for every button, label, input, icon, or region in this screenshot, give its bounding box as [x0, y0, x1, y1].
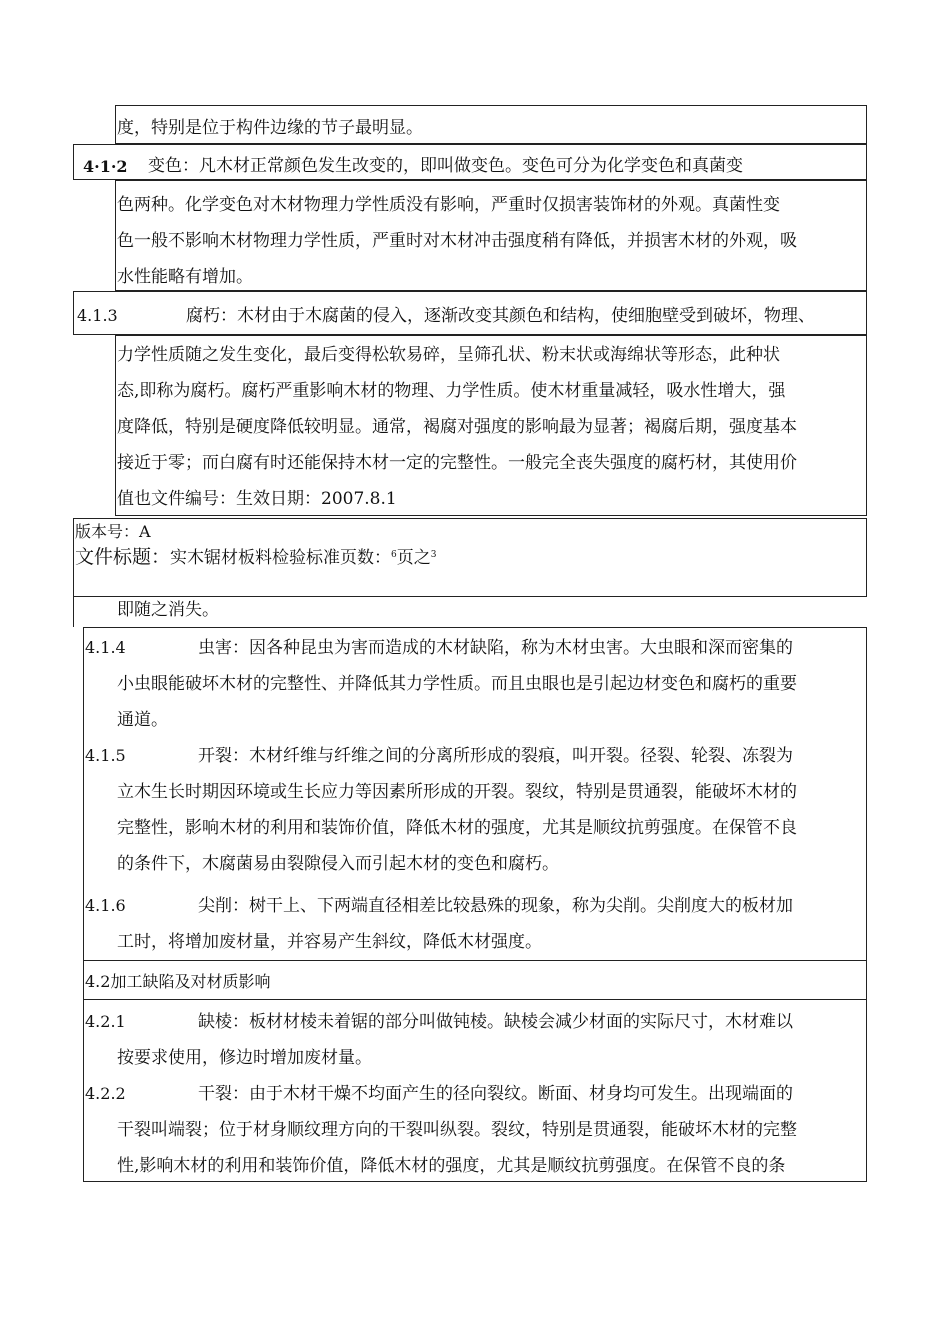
- s412-line-1: 色两种。化学变色对木材物理力学性质没有影响，严重时仅损害装饰材的外观。真菌性变: [117, 195, 780, 215]
- s414-title-line: 虫害：因各种昆虫为害而造成的木材缺陷，称为木材虫害。大虫眼和深而密集的: [198, 638, 793, 658]
- s413-line-5: 值也文件编号：生效日期：2007.8.1: [117, 489, 397, 509]
- s421-number: 4.2.1: [85, 1012, 126, 1031]
- document-title: [75, 545, 436, 568]
- s422-title-line: 干裂：由于木材干燥不均面产生的径向裂纹。断面、材身均可发生。出现端面的: [198, 1084, 793, 1104]
- s415-number: 4.1.5: [85, 746, 126, 765]
- s416-number: 4.1.6: [85, 896, 126, 915]
- page-current: 6: [391, 550, 397, 560]
- s415-line-2: 完整性，影响木材的利用和装饰价值，降低木材的强度，尤其是顺纹抗剪强度。在保管不良: [117, 818, 797, 838]
- s414-line-1: 小虫眼能破坏木材的完整性、并降低其力学性质。而且虫眼也是引起边材变色和腐朽的重要: [117, 674, 797, 694]
- s412-line-2: 色一般不影响木材物理力学性质，严重时对木材冲击强度稍有降低，并损害木材的外观，吸: [117, 231, 797, 251]
- s413-line-1: 力学性质随之发生变化，最后变得松软易碎，呈筛孔状、粉末状或海绵状等形态，此种状: [117, 345, 780, 365]
- s421-line-1: 按要求使用，修边时增加废材量。: [117, 1048, 372, 1068]
- s422-line-1: 干裂叫端裂；位于材身顺纹理方向的干裂叫纵裂。裂纹，特别是贯通裂，能破坏木材的完整: [117, 1120, 797, 1140]
- s413-line-2: 态,即称为腐朽。腐朽严重影响木材的物理、力学性质。使木材重量减轻，吸水性增大，强: [117, 381, 786, 401]
- s415-line-1: 立木生长时期因环境或生长应力等因素所形成的开裂。裂纹，特别是贯通裂，能破坏木材的: [117, 782, 797, 802]
- s413-number: 4.1.3: [77, 306, 118, 325]
- s422-line-2: 性,影响木材的利用和装饰价值，降低木材的强度，尤其是顺纹抗剪强度。在保管不良的条: [117, 1156, 786, 1176]
- page-total: 3: [430, 550, 437, 560]
- s412-line-3: 水性能略有增加。: [117, 267, 253, 287]
- s415-title-line: 开裂：木材纤维与纤维之间的分离所形成的裂痕，叫开裂。径裂、轮裂、冻裂为: [198, 746, 793, 766]
- title-text: 实木锯材板料检验标准页数：: [170, 548, 392, 568]
- s414-number: 4.1.4: [85, 638, 126, 657]
- s415-line-3: 的条件下，木腐菌易由裂隙侵入而引起木材的变色和腐朽。: [117, 854, 559, 874]
- s412-number: 4·1·2: [83, 157, 128, 176]
- s421-title-line: 缺棱：板材材棱未着锯的部分叫做钝棱。缺棱会减少材面的实际尺寸，木材难以: [198, 1012, 793, 1032]
- s416-title-line: 尖削：树干上、下两端直径相差比较悬殊的现象，称为尖削。尖削度大的板材加: [198, 896, 793, 916]
- header-left-rule: [73, 597, 74, 627]
- s416-line-1: 工时，将增加废材量，并容易产生斜纹，降低木材强度。: [117, 932, 542, 952]
- s413-line-4: 接近于零；而白腐有时还能保持木材一定的完整性。一般完全丧失强度的腐朽材，其使用价: [117, 453, 797, 473]
- carry-over-text: 即随之消失。: [117, 600, 219, 620]
- s422-number: 4.2.2: [85, 1084, 126, 1103]
- s414-line-2: 通道。: [117, 710, 168, 730]
- s42-heading: 4.2加工缺陷及对材质影响: [85, 972, 271, 991]
- s411-tail-text: 度，特别是位于构件边缘的节子最明显。: [117, 118, 423, 138]
- page-mid: 页之: [396, 548, 431, 568]
- version-number: 版本号：A: [75, 522, 151, 541]
- s413-line-3: 度降低，特别是硬度降低较明显。通常，褐腐对强度的影响最为显著；褐腐后期，强度基本: [117, 417, 797, 437]
- title-label: 文件标题：: [75, 546, 171, 568]
- s412-title-line: 变色：凡木材正常颜色发生改变的，即叫做变色。变色可分为化学变色和真菌变: [148, 156, 743, 176]
- s413-title-line: 腐朽：木材由于木腐菌的侵入，逐渐改变其颜色和结构，使细胞壁受到破坏，物理、: [186, 306, 815, 326]
